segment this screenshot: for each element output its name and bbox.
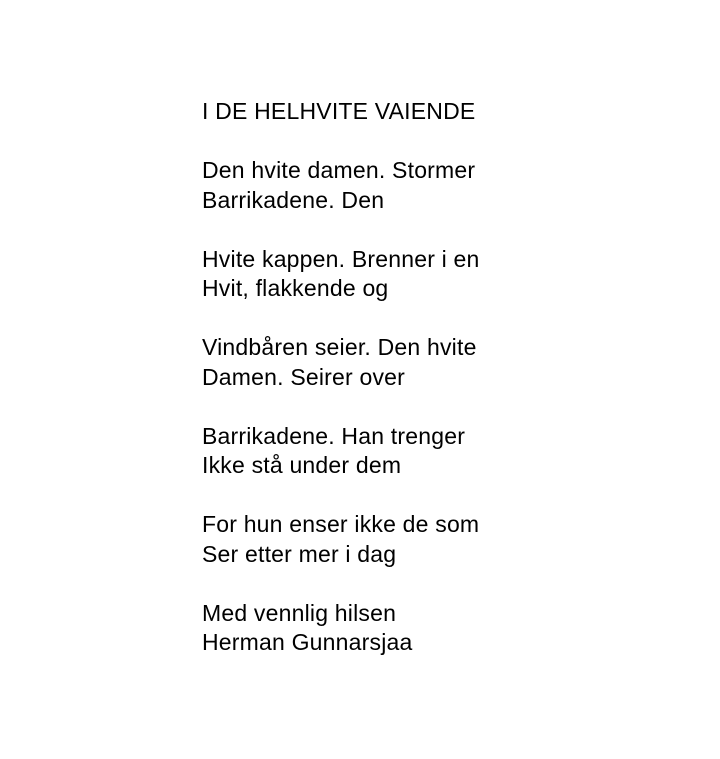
signature-block <box>202 599 680 658</box>
poem-stanza <box>202 156 680 215</box>
poem-line: Ser etter mer i dag <box>202 540 397 567</box>
poem-stanza <box>202 333 680 392</box>
poem-line: Hvit, flakkende og <box>202 275 389 301</box>
signature-line: Med vennlig hilsen <box>202 599 397 626</box>
poem-stanza <box>202 510 680 569</box>
poem-line: Barrikadene. Han trenger <box>202 422 466 449</box>
poem-line: Den hvite damen. Stormer <box>202 157 476 183</box>
poem-title: I DE HELHVITE VAIENDE <box>202 98 476 124</box>
signature-line: Herman Gunnarsjaa <box>202 629 413 655</box>
poem-stanza <box>202 245 680 304</box>
poem-line: Hvite kappen. Brenner i en <box>202 245 480 272</box>
poem-stanza <box>202 422 680 481</box>
poem-line: Vindbåren seier. Den hvite <box>202 334 477 360</box>
poem-line: For hun enser ikke de som <box>202 511 480 537</box>
poem-line: Damen. Seirer over <box>202 363 406 390</box>
poem-line: Ikke stå under dem <box>202 452 402 478</box>
poem-line: Barrikadene. Den <box>202 186 385 213</box>
